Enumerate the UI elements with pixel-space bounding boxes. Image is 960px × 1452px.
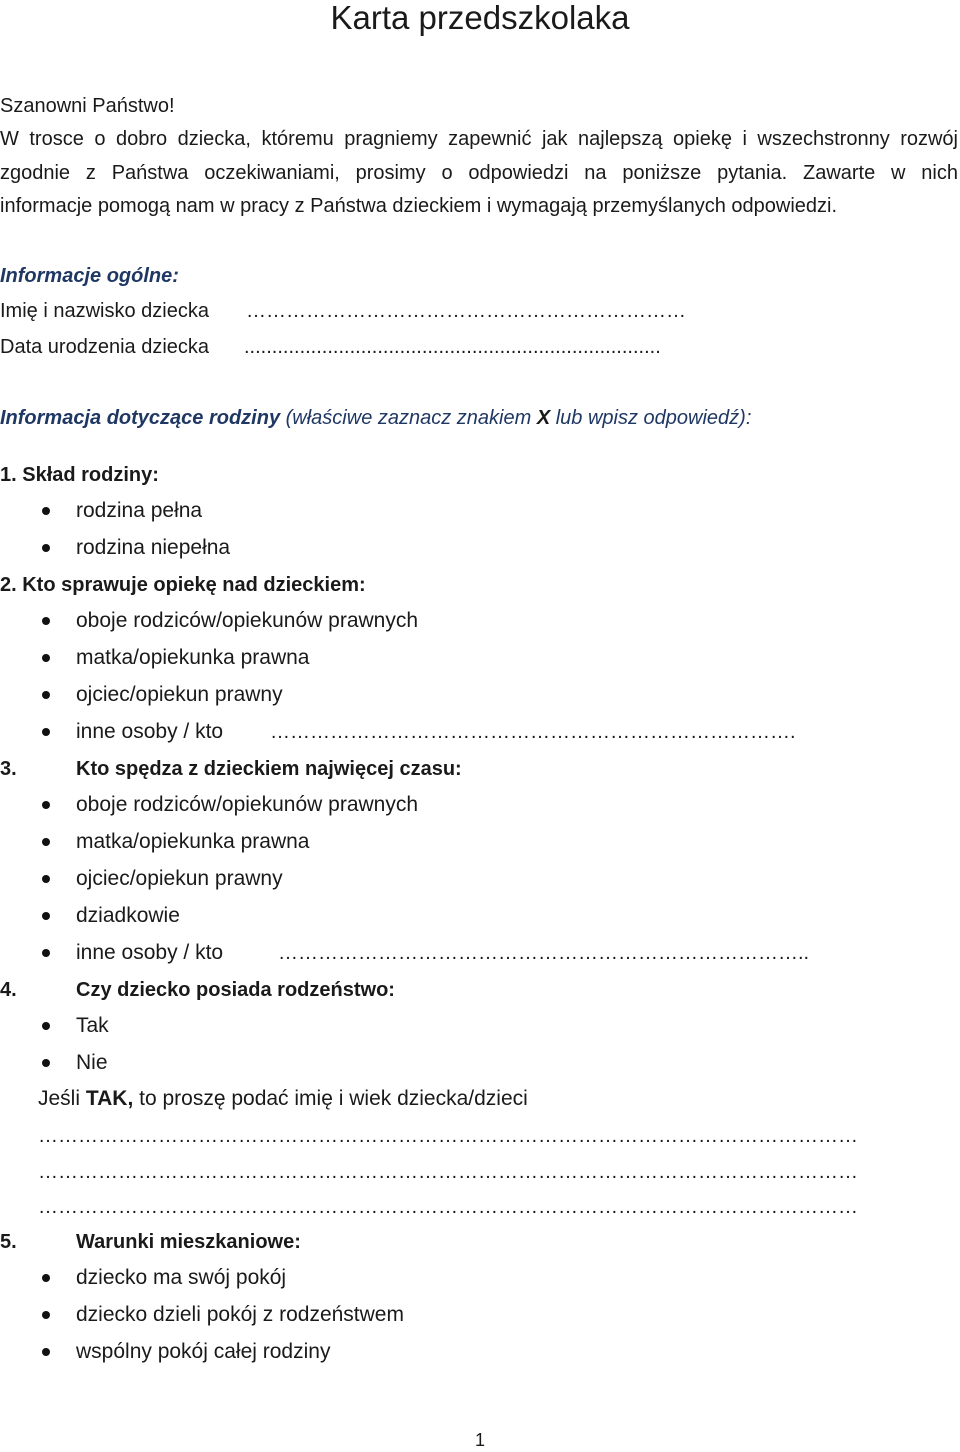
q4-option-no[interactable]: Nie: [76, 1051, 108, 1074]
question-2-label: 2. Kto sprawuje opiekę nad dzieckiem:: [0, 574, 366, 596]
general-info-heading: Informacje ogólne:: [0, 265, 179, 287]
bullet-icon: [42, 544, 50, 552]
q2-option-mother[interactable]: matka/opiekunka prawna: [76, 646, 310, 669]
bullet-icon: [42, 801, 50, 809]
bullet-icon: [42, 1022, 50, 1030]
q5-option-shared-with-siblings[interactable]: dziecko dzieli pokój z rodzeństwem: [76, 1303, 404, 1326]
q2-option-both-parents[interactable]: oboje rodziców/opiekunów prawnych: [76, 609, 419, 632]
q3-option-mother[interactable]: matka/opiekunka prawna: [76, 830, 310, 853]
greeting: Szanowni Państwo!: [0, 95, 175, 117]
family-info-heading: [0, 406, 751, 430]
bullet-icon: [42, 1311, 50, 1319]
bullet-icon: [42, 949, 50, 957]
family-heading-instruction-end: lub wpisz odpowiedź):: [550, 407, 752, 429]
bullet-icon: [42, 838, 50, 846]
intro-line-2: zgodnie z Państwa oczekiwaniami, prosimy o odpowiedzi na poniższe pytania. Zawarte w nich: [0, 162, 958, 184]
q1-option-full-family[interactable]: rodzina pełna: [76, 499, 203, 522]
bullet-icon: [42, 1348, 50, 1356]
q4-followup-yes: TAK,: [85, 1087, 134, 1110]
bullet-icon: [42, 875, 50, 883]
question-5-label: Warunki mieszkaniowe:: [76, 1231, 301, 1253]
q1-option-incomplete-family[interactable]: rodzina niepełna: [76, 536, 231, 559]
siblings-answer-line-3[interactable]: ……………………………………………………………………………………………………………: [38, 1196, 858, 1218]
page-title: Karta przedszkolaka: [330, 0, 630, 36]
question-3-label: Kto spędza z dzieckiem najwięcej czasu:: [76, 758, 462, 780]
q5-option-family-room[interactable]: wspólny pokój całej rodziny: [76, 1340, 331, 1363]
bullet-icon: [42, 691, 50, 699]
q4-option-yes[interactable]: Tak: [76, 1014, 109, 1037]
q2-option-father[interactable]: ojciec/opiekun prawny: [76, 683, 283, 706]
bullet-icon: [42, 617, 50, 625]
q4-followup-instruction: [38, 1087, 528, 1111]
question-3-number: 3.: [0, 758, 17, 780]
bullet-icon: [42, 654, 50, 662]
siblings-answer-line-1[interactable]: ……………………………………………………………………………………………………………: [38, 1125, 858, 1147]
birth-date-label: Data urodzenia dziecka: [0, 336, 210, 358]
q4-followup-pre: Jeśli: [38, 1087, 86, 1110]
siblings-answer-line-2[interactable]: ……………………………………………………………………………………………………………: [38, 1161, 858, 1183]
question-1-label: 1. Skład rodziny:: [0, 464, 159, 486]
q3-option-grandparents[interactable]: dziadkowie: [76, 904, 180, 927]
question-4-number: 4.: [0, 979, 17, 1001]
bullet-icon: [42, 1059, 50, 1067]
q3-option-both-parents[interactable]: oboje rodziców/opiekunów prawnych: [76, 793, 419, 816]
question-4-label: Czy dziecko posiada rodzeństwo:: [76, 979, 395, 1001]
family-heading-instruction: (właściwe zaznacz znakiem: [280, 407, 537, 429]
q3-option-other[interactable]: inne osoby / kto: [76, 941, 224, 964]
bullet-icon: [42, 728, 50, 736]
q2-option-other[interactable]: inne osoby / kto: [76, 720, 224, 743]
intro-line-3: informacje pomogą nam w pracy z Państwa dzieckiem i wymagają przemyślanych odpowiedzi.: [0, 195, 838, 217]
child-name-label: Imię i nazwisko dziecka: [0, 300, 209, 322]
intro-line-1: W trosce o dobro dziecka, któremu pragniemy zapewnić jak najlepszą opiekę i wszechstronny rozwój: [0, 128, 958, 150]
family-heading-x: X: [536, 407, 551, 429]
q5-option-own-room[interactable]: dziecko ma swój pokój: [76, 1266, 287, 1289]
birth-date-field[interactable]: ...........................................................................: [244, 336, 661, 358]
family-heading-bold: Informacja dotyczące rodziny: [0, 407, 281, 429]
bullet-icon: [42, 912, 50, 920]
bullet-icon: [42, 1274, 50, 1282]
q3-other-field[interactable]: ……………………………………………………………………..: [278, 942, 810, 964]
page-number: 1: [474, 1430, 485, 1450]
q4-followup-post: to proszę podać imię i wiek dziecka/dzieci: [133, 1087, 528, 1110]
q3-option-father[interactable]: ojciec/opiekun prawny: [76, 867, 283, 890]
question-5-number: 5.: [0, 1231, 17, 1253]
bullet-icon: [42, 507, 50, 515]
child-name-field[interactable]: …………………………………………………………: [246, 300, 686, 322]
q2-other-field[interactable]: …………………………………………………………………….: [270, 721, 796, 743]
